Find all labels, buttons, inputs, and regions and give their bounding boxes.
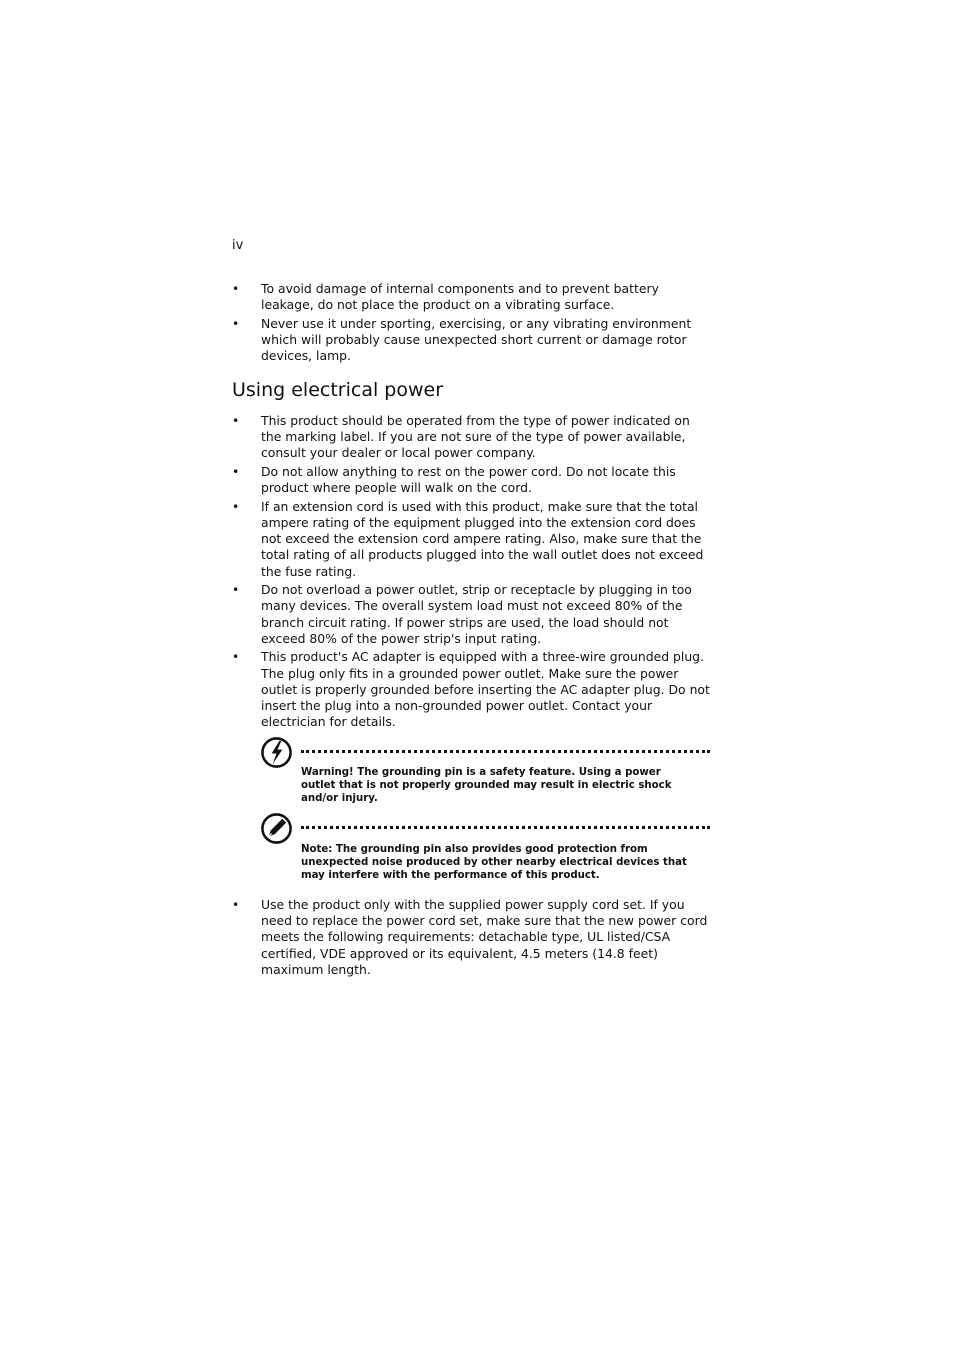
section-heading: Using electrical power bbox=[232, 379, 444, 401]
list-item bbox=[232, 582, 712, 647]
list-item bbox=[232, 281, 712, 313]
bullet-icon: • bbox=[232, 649, 240, 665]
list-item bbox=[232, 649, 712, 730]
list-item bbox=[232, 499, 712, 580]
bullet-text: This product's AC adapter is equipped with a three-wire grounded plug. The plug only fits in a grounded power outlet. Make sure the power outlet is properly grounded before inserting the AC adapter plug. Do not insert the plug into a non-grounded power outlet. Contact your electrician for details. bbox=[261, 649, 710, 730]
list-item bbox=[232, 897, 712, 978]
bullet-icon: • bbox=[232, 464, 240, 479]
list-item bbox=[232, 316, 712, 365]
list-item bbox=[232, 413, 712, 462]
dotted-divider bbox=[301, 750, 710, 753]
bullet-icon: • bbox=[232, 498, 240, 514]
warning-text: Warning! The grounding pin is a safety feature. Using a power outlet that is not properly grounded may result in electric shock and/or injury. bbox=[301, 767, 672, 804]
bullet-text: Do not allow anything to rest on the power cord. Do not locate this product where people will walk on the cord. bbox=[261, 464, 676, 496]
bullet-icon: • bbox=[232, 897, 240, 912]
bullet-text: To avoid damage of internal components and to prevent battery leakage, do not place the product on a vibrating surface. bbox=[261, 281, 659, 313]
bullet-icon: • bbox=[232, 413, 240, 428]
note-callout bbox=[260, 812, 710, 886]
page-number: iv bbox=[232, 238, 244, 253]
bullet-text: Use the product only with the supplied power supply cord set. If you need to replace the power cord set, make sure that the new power cord meets the following requirements: detachable type, UL listed/CSA certified, VDE approved or its equivalent, 4.5 meters (14.8 feet) maximum length. bbox=[261, 897, 708, 977]
note-pen-icon bbox=[260, 812, 293, 845]
dotted-divider bbox=[301, 826, 710, 829]
final-bullet-list bbox=[232, 897, 712, 980]
warning-lightning-icon bbox=[260, 736, 293, 769]
bullet-icon: • bbox=[232, 281, 240, 296]
bullet-text: Never use it under sporting, exercising, or any vibrating environment which will probably cause unexpected short current or damage rotor devices, lamp. bbox=[261, 315, 692, 364]
power-bullet-list bbox=[232, 413, 712, 733]
warning-callout bbox=[260, 736, 710, 804]
bullet-text: This product should be operated from the type of power indicated on the marking label. If you are not sure of the type of power available, consult your dealer or local power company. bbox=[261, 413, 690, 461]
bullet-icon: • bbox=[232, 582, 240, 598]
bullet-text: If an extension cord is used with this product, make sure that the total ampere rating of the equipment plugged into the extension cord does not exceed the extension cord ampere rating. Also, make sure that the total rating of all products plugged into the wall outlet does not exceed the fuse rating. bbox=[261, 498, 704, 579]
list-item bbox=[232, 464, 712, 496]
note-text: Note: The grounding pin also provides good protection from unexpected noise produced by other nearby electrical devices that may interfere with the performance of this product. bbox=[301, 844, 687, 881]
top-bullet-list bbox=[232, 281, 712, 367]
bullet-icon: • bbox=[232, 315, 240, 331]
bullet-text: Do not overload a power outlet, strip or receptacle by plugging in too many devices. The overall system load must not exceed 80% of the branch circuit rating. If power strips are used, the load should not exceed 80% of the power strip's input rating. bbox=[261, 582, 692, 646]
